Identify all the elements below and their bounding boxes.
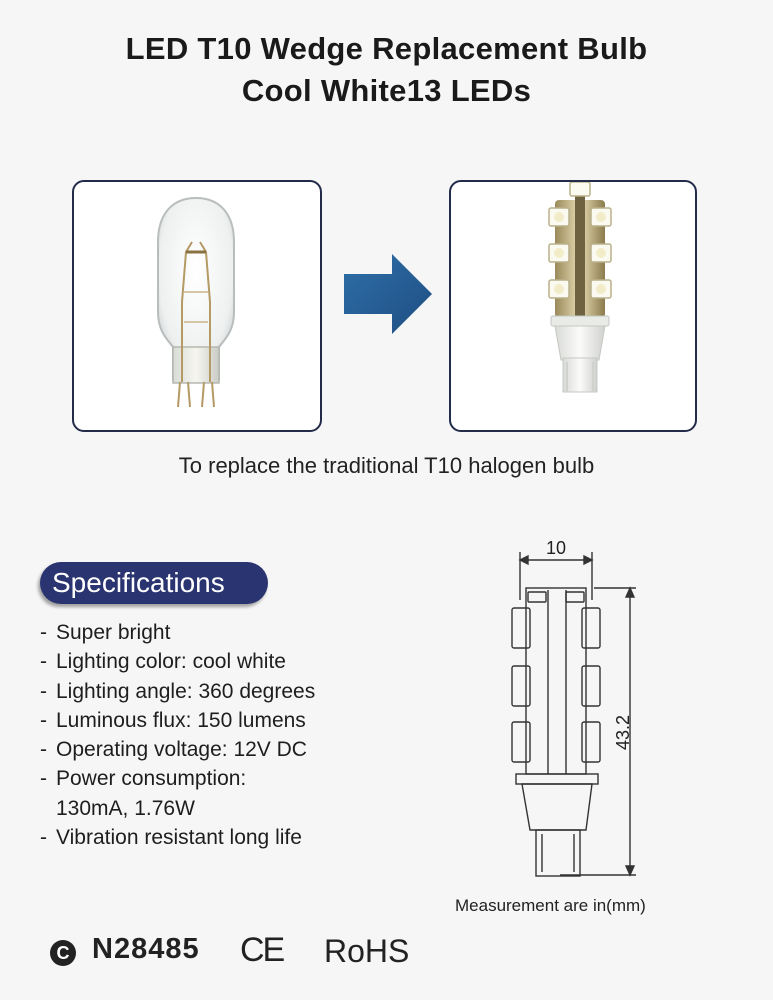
- dimension-diagram: [490, 530, 650, 890]
- spec-item: - Operating voltage: 12V DC: [40, 735, 460, 764]
- width-dimension-label: 10: [546, 538, 567, 558]
- title-line-1: LED T10 Wedge Replacement Bulb: [125, 31, 648, 66]
- measurement-note: Measurement are in(mm): [455, 896, 646, 915]
- spec-item: - Vibration resistant long life: [40, 823, 460, 852]
- halogen-bulb-panel: [72, 180, 322, 432]
- spec-item-continuation: 130mA, 1.76W: [56, 796, 195, 820]
- title-line-2: Cool White13 LEDs: [241, 73, 532, 108]
- spec-item: - Lighting color: cool white: [40, 647, 460, 676]
- specifications-heading: [40, 562, 268, 604]
- replacement-caption: To replace the traditional T10 halogen bulb: [178, 453, 595, 478]
- height-dimension-label: 43.2: [613, 714, 634, 751]
- rohs-mark: RoHS: [324, 933, 410, 969]
- led-bulb-panel: [449, 180, 697, 432]
- spec-item: - Luminous flux: 150 lumens: [40, 706, 460, 735]
- specifications-list: [40, 618, 460, 852]
- halogen-bulb-image: [74, 182, 320, 430]
- arrow-right-icon: [340, 252, 436, 336]
- c-tick-mark-icon: C: [50, 940, 76, 966]
- ce-mark: CE: [240, 931, 284, 969]
- led-bulb-image: [451, 182, 695, 430]
- product-title: [0, 28, 773, 112]
- spec-item: - Power consumption:: [40, 764, 460, 793]
- specifications-heading-label: Specifications: [52, 567, 225, 598]
- spec-item: - Super bright: [40, 618, 460, 647]
- certification-code: N28485: [92, 933, 200, 965]
- spec-item: - Lighting angle: 360 degrees: [40, 677, 460, 706]
